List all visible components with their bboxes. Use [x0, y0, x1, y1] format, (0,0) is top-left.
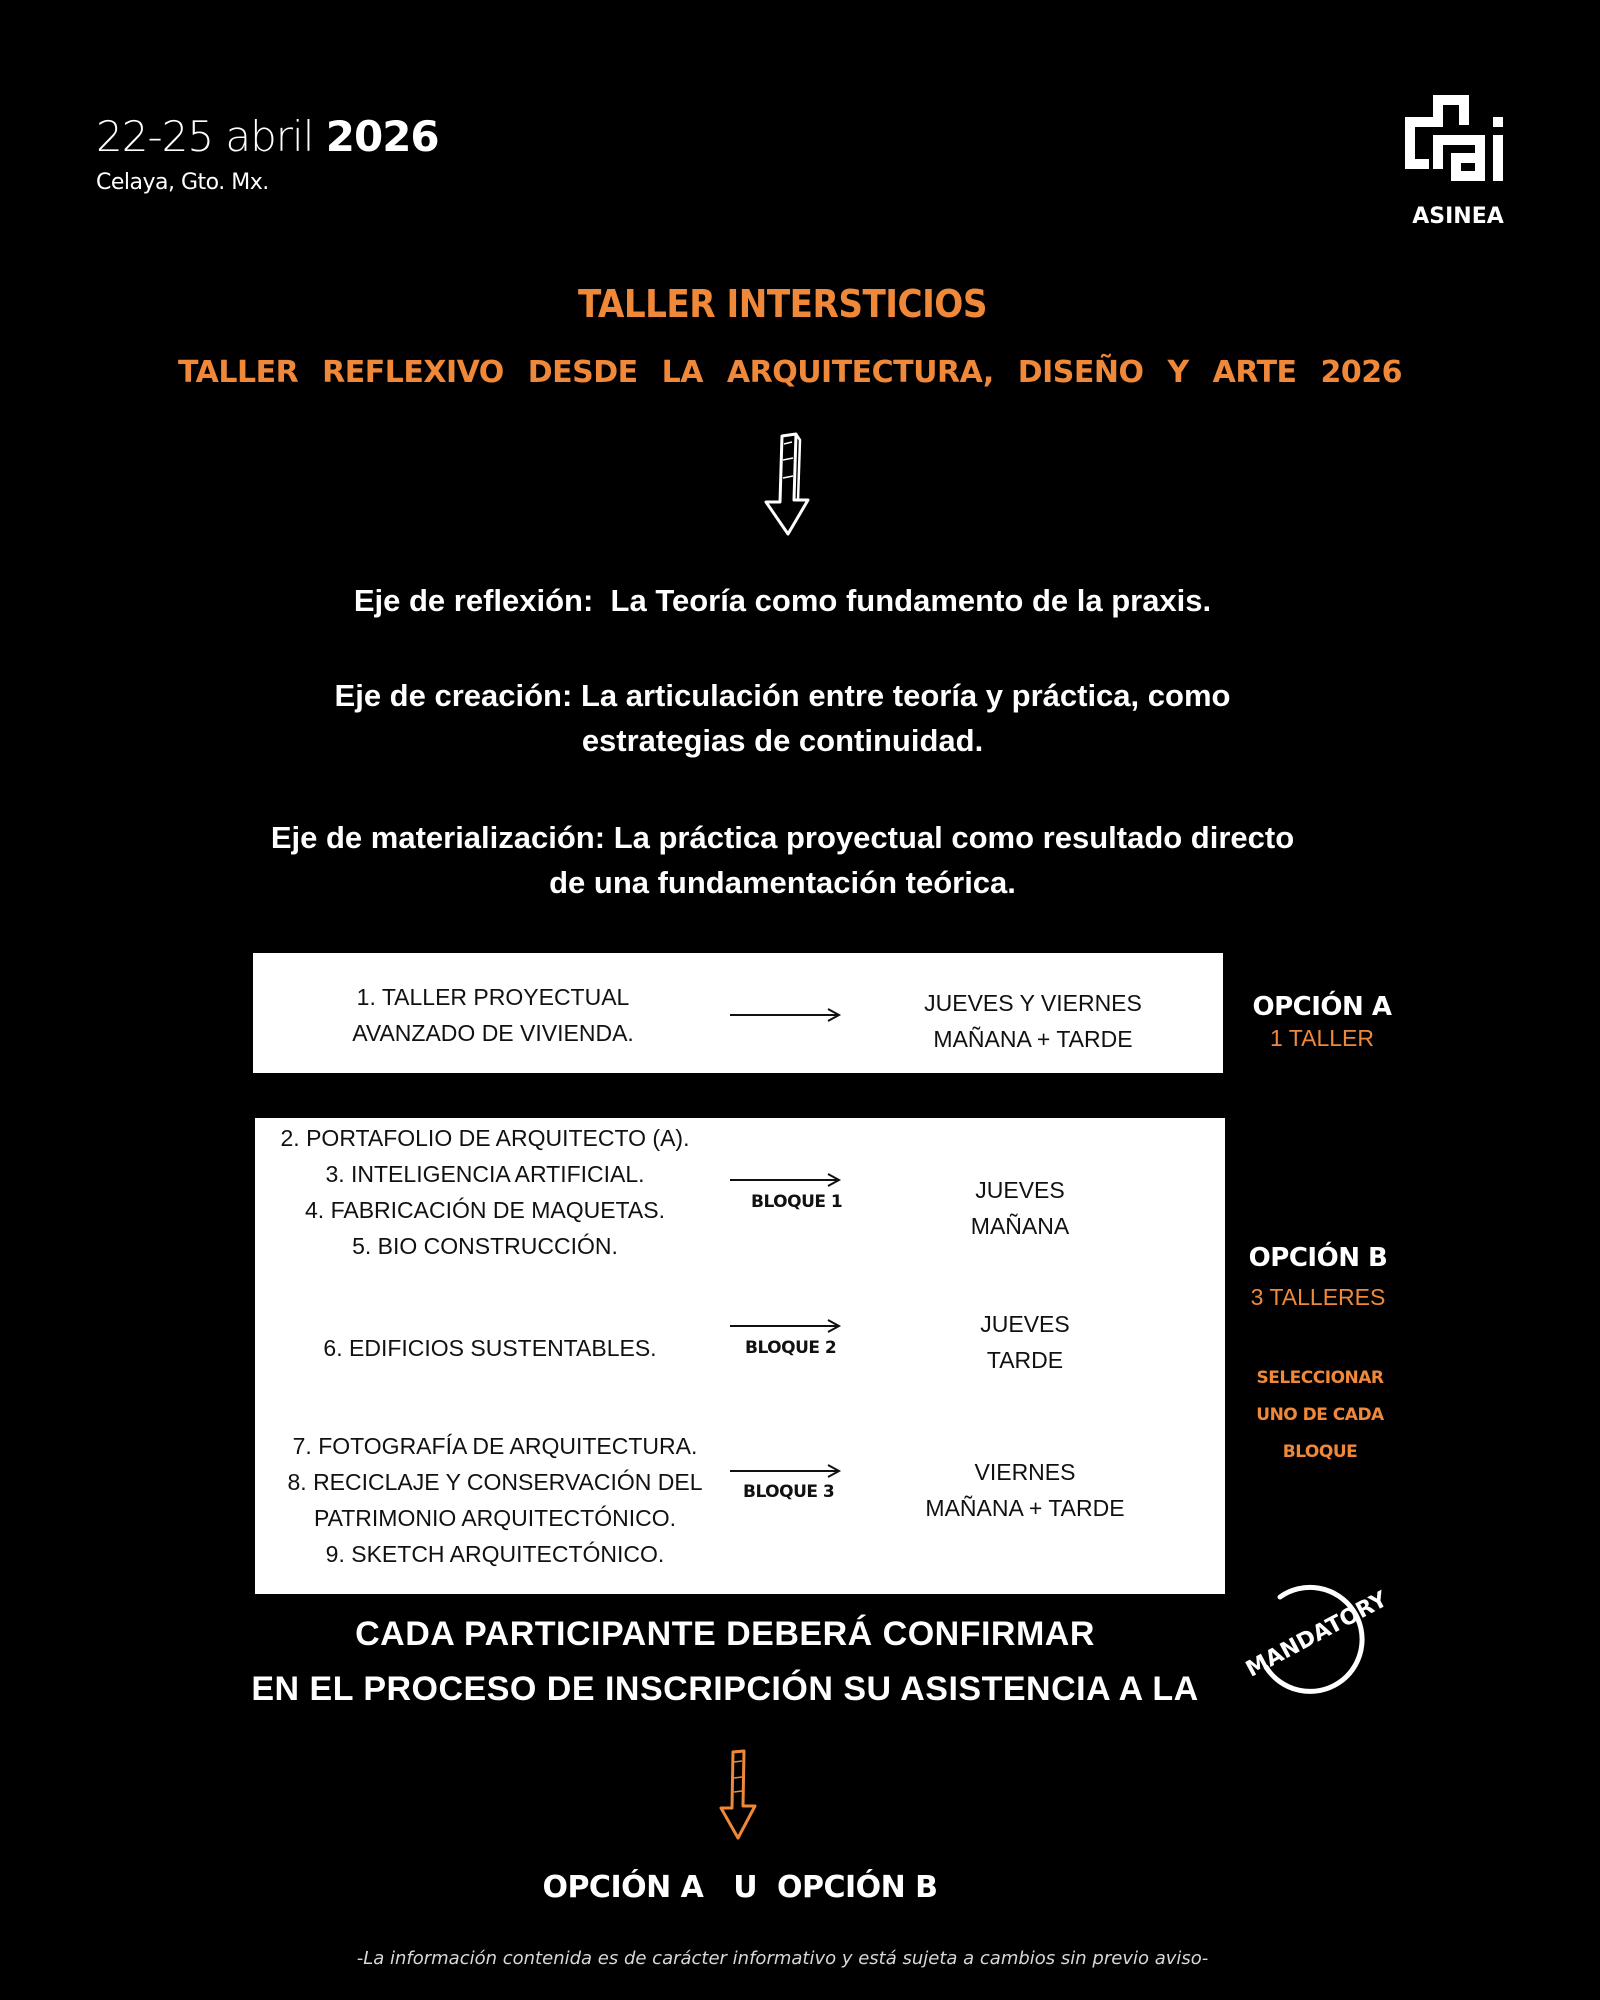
- bloque-1-schedule: JUEVES MAÑANA: [970, 1177, 1070, 1239]
- option-choice: OPCIÓN A U OPCIÓN B: [542, 1870, 938, 1905]
- list-item: 6. EDIFICIOS SUSTENTABLES.: [323, 1335, 657, 1361]
- asinea-logo: [1405, 95, 1515, 235]
- list-item: 7. FOTOGRAFÍA DE ARQUITECTURA.: [292, 1433, 698, 1459]
- bloque-1-label: BLOQUE 1: [751, 1192, 843, 1212]
- mandatory-stamp: [1240, 1575, 1400, 1695]
- page-title: TALLER INTERSTICIOS: [578, 282, 987, 326]
- option-a-count: 1 TALLER: [1270, 1025, 1374, 1051]
- list-item: 5. BIO CONSTRUCCIÓN.: [352, 1233, 618, 1259]
- list-item: 9. SKETCH ARQUITECTÓNICO.: [325, 1541, 665, 1567]
- bloque-2-schedule: JUEVES TARDE: [980, 1311, 1070, 1373]
- bloque-2-label: BLOQUE 2: [745, 1338, 837, 1358]
- list-item: 2. PORTAFOLIO DE ARQUITECTO (A).: [280, 1125, 690, 1151]
- list-item: PATRIMONIO ARQUITECTÓNICO.: [313, 1505, 677, 1531]
- confirm-line-1: CADA PARTICIPANTE DEBERÁ CONFIRMAR: [355, 1615, 1095, 1653]
- list-item: 3. INTELIGENCIA ARTIFICIAL.: [325, 1161, 645, 1187]
- bloque-3-schedule: VIERNES MAÑANA + TARDE: [925, 1459, 1125, 1521]
- bloque-3-label: BLOQUE 3: [743, 1482, 835, 1502]
- mandatory-stamp-text: MANDATORY: [1241, 1587, 1392, 1683]
- event-location: Celaya, Gto. Mx.: [96, 170, 269, 195]
- page-subtitle: TALLER REFLEXIVO DESDE LA ARQUITECTURA, DISEÑO Y ARTE 2026: [178, 355, 1402, 390]
- bloque-3-list: [265, 1428, 725, 1572]
- option-a-workshop: 1. TALLER PROYECTUAL AVANZADO DE VIVIENDA.: [352, 984, 634, 1046]
- arrow-right-icon: [728, 1007, 843, 1023]
- option-b-box: [255, 1118, 1225, 1594]
- confirm-line-2: EN EL PROCESO DE INSCRIPCIÓN SU ASISTENCIA A LA: [251, 1670, 1199, 1708]
- bloque-2-list: [275, 1330, 705, 1366]
- arrow-right-icon: [728, 1172, 843, 1188]
- disclaimer: -La información contenida es de carácter informativo y está sujeta a cambios sin previo aviso-: [356, 1948, 1209, 1969]
- option-b-count: 3 TALLERES: [1250, 1284, 1386, 1310]
- event-date: 22-25 abril 2026: [96, 112, 439, 161]
- option-a-label: OPCIÓN A: [1252, 992, 1392, 1022]
- axis-reflexion: Eje de reflexión: La Teoría como fundamento de la praxis.: [353, 583, 1212, 618]
- option-a-schedule: JUEVES Y VIERNES MAÑANA + TARDE: [924, 990, 1142, 1052]
- option-b-note: SELECCIONAR UNO DE CADA BLOQUE: [1256, 1368, 1384, 1462]
- arrow-right-icon: [728, 1318, 843, 1334]
- list-item: 8. RECICLAJE Y CONSERVACIÓN DEL: [287, 1469, 703, 1495]
- option-b-label: OPCIÓN B: [1248, 1243, 1388, 1273]
- down-arrow-icon: [713, 1748, 763, 1843]
- bloque-1-list: [275, 1120, 695, 1264]
- option-a-box: [253, 953, 1223, 1073]
- axis-creacion: Eje de creación: La articulación entre teoría y práctica, como estrategias de continuidad.: [334, 678, 1231, 758]
- arrow-right-icon: [728, 1463, 843, 1479]
- logo-text: ASINEA: [1412, 204, 1504, 229]
- list-item: 4. FABRICACIÓN DE MAQUETAS.: [305, 1197, 665, 1223]
- axis-materializacion: Eje de materialización: La práctica proyectual como resultado directo de una fundamentación teórica.: [270, 820, 1295, 900]
- down-arrow-icon: [758, 430, 818, 540]
